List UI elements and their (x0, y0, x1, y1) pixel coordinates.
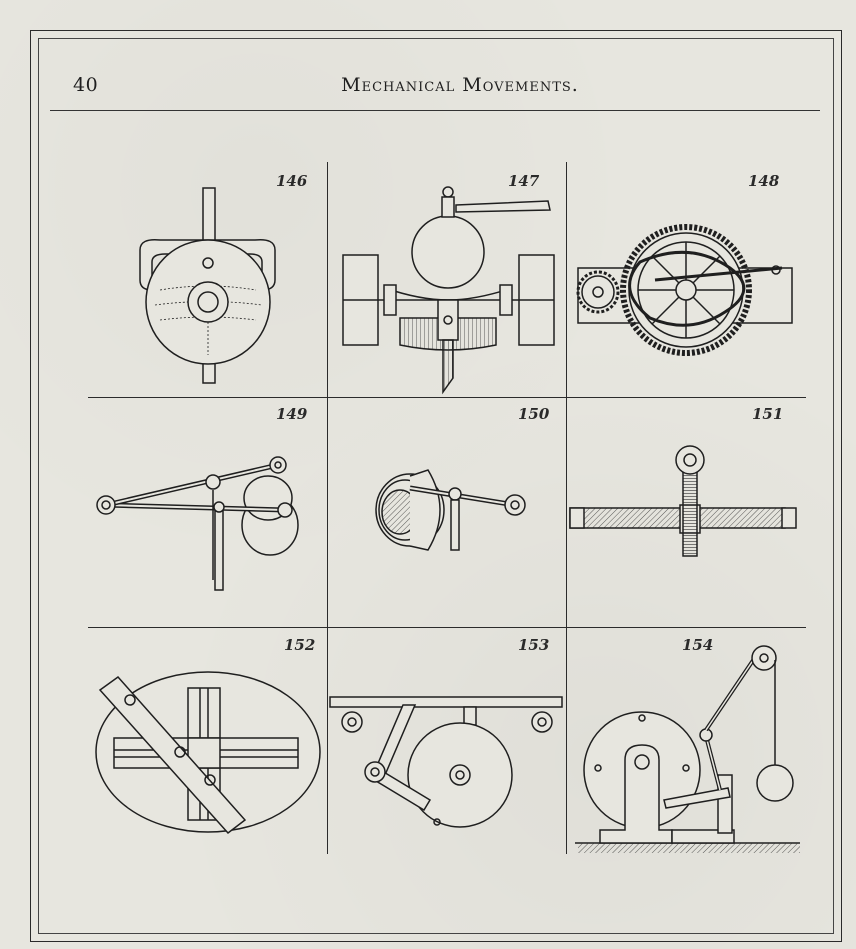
cone-pulley-lever-icon (376, 470, 525, 550)
figure-label-150: 150 (518, 405, 550, 423)
ball-governor-icon (343, 187, 554, 392)
page-number: 40 (73, 74, 99, 96)
worm-screw-icon (570, 446, 796, 556)
figure-label-146: 146 (276, 172, 308, 190)
figure-label-153: 153 (518, 636, 550, 654)
gear-cam-icon (578, 227, 792, 353)
figure-label-152: 152 (284, 636, 316, 654)
figure-label-148: 148 (748, 172, 780, 190)
lever-linkage-icon (97, 457, 298, 590)
figure-label-147: 147 (508, 172, 540, 190)
pulley-weight-icon (575, 646, 800, 853)
slotted-wheel-icon (330, 697, 562, 827)
figure-label-154: 154 (682, 636, 714, 654)
running-head: Mechanical Movements. (341, 74, 579, 96)
cam-yoke-icon (140, 188, 275, 383)
figure-label-151: 151 (752, 405, 784, 423)
elliptic-trammel-icon (96, 672, 320, 833)
figure-label-149: 149 (276, 405, 308, 423)
